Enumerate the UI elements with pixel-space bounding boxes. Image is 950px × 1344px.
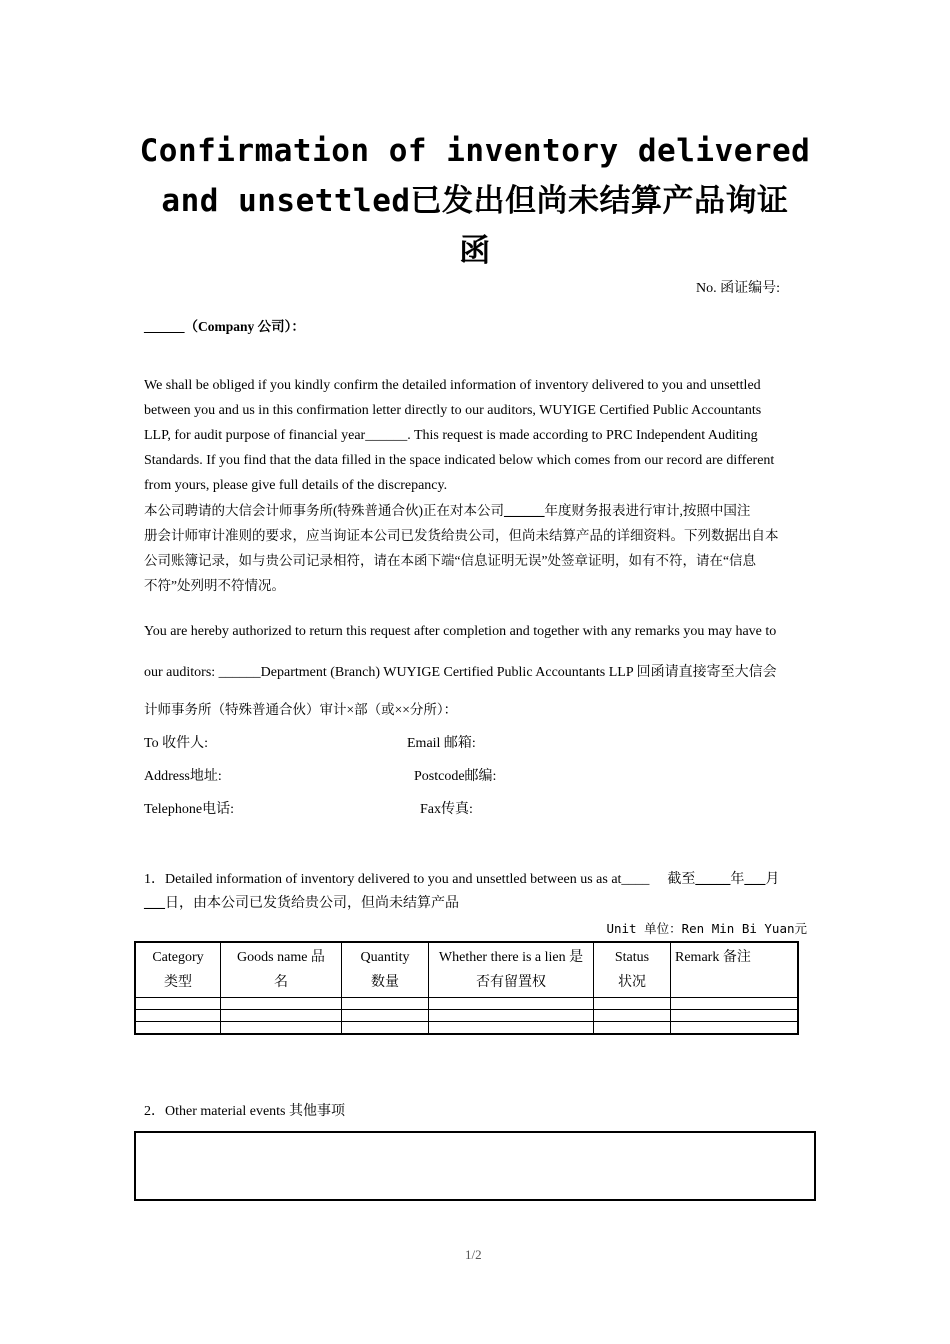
section1-as-of: 截至: [667, 872, 696, 887]
table-cell[interactable]: [221, 1022, 342, 1035]
intro-en-line: from yours, please give full details of the discrepancy.: [144, 478, 448, 493]
letter-number-label: No. 函证编号:: [696, 281, 780, 296]
table-row: [135, 1022, 798, 1035]
inventory-table: [134, 941, 799, 1035]
table-cell[interactable]: [429, 1010, 594, 1022]
header-category: Category 类型: [135, 942, 221, 998]
intro-en-line: We shall be obliged if you kindly confirm the detailed information of inventory delivered to you and unsettled: [144, 378, 761, 393]
postcode-field-label: Postcode邮编:: [414, 769, 497, 784]
intro-cn-line: 册会计师审计准则的要求，应当询证本公司已发货给贵公司，但尚未结算产品的详细资料。下列数据出自本: [144, 528, 779, 543]
section1-line-2: [144, 892, 459, 912]
return-line-3: 计师事务所（特殊普通合伙）审计×部（或××分所）：: [144, 702, 458, 717]
table-cell[interactable]: [671, 1010, 799, 1022]
intro-cn-line: 公司账簿记录，如与贵公司记录相符，请在本函下端“信息证明无误”处签章证明，如有不符，请在“信息: [144, 553, 756, 568]
table-header-row: [135, 942, 798, 998]
page-number: 1/2: [465, 1247, 482, 1262]
intro-english: [144, 373, 812, 498]
telephone-field-label: Telephone电话:: [144, 802, 234, 817]
table-cell[interactable]: [594, 1022, 671, 1035]
email-field-label: Email 邮箱:: [407, 736, 476, 751]
table-cell[interactable]: [594, 1010, 671, 1022]
intro-cn-line: [144, 498, 812, 523]
table-cell[interactable]: [671, 1022, 799, 1035]
table-cell[interactable]: [594, 998, 671, 1010]
header-status: Status 状况: [594, 942, 671, 998]
intro-chinese: [144, 498, 812, 598]
year-label: 年: [730, 872, 745, 887]
table-cell[interactable]: [671, 998, 799, 1010]
section1-text: 日，由本公司已发货给贵公司，但尚未结算产品: [165, 896, 459, 911]
year-blank[interactable]: ______: [504, 503, 545, 518]
intro-en-line: Standards. If you find that the data filled in the space indicated below which comes from our record are different: [144, 453, 775, 468]
header-lien: Whether there is a lien 是 否有留置权: [429, 942, 594, 998]
title-line-3: 函: [459, 233, 491, 269]
section2-label: 2．Other material events 其他事项: [144, 1104, 346, 1119]
table-row: [135, 1010, 798, 1022]
table-cell[interactable]: [221, 998, 342, 1010]
table-cell[interactable]: [429, 998, 594, 1010]
fax-field-label: Fax传真:: [420, 802, 473, 817]
address-field-label: Address地址:: [144, 769, 222, 784]
intro-en-line: LLP, for audit purpose of financial year______. This request is made according to PRC Independent Auditing: [144, 428, 758, 443]
header-remark: Remark 备注: [671, 942, 799, 998]
month-blank[interactable]: ___: [744, 872, 766, 887]
day-blank[interactable]: ___: [144, 896, 165, 911]
intro-cn-text: 年度财务报表进行审计,按照中国注: [544, 503, 751, 518]
table-cell[interactable]: [135, 1010, 221, 1022]
unit-label: Unit 单位：Ren Min Bi Yuan元: [606, 921, 807, 936]
table-cell[interactable]: [135, 998, 221, 1010]
table-cell[interactable]: [342, 998, 429, 1010]
addressee-blank[interactable]: ______: [144, 319, 185, 334]
return-line-1: You are hereby authorized to return this request after completion and together with any remarks you may have to: [144, 624, 777, 639]
year-blank[interactable]: _____: [695, 872, 731, 887]
title-line-1: Confirmation of inventory delivered: [139, 133, 811, 169]
table-row: [135, 998, 798, 1010]
intro-cn-text: 本公司聘请的大信会计师事务所(特殊普通合伙)正在对本公司: [144, 503, 504, 518]
to-field-label: To 收件人:: [144, 736, 208, 751]
addressee-line: [144, 315, 305, 335]
section1-text: 1．Detailed information of inventory delivered to you and unsettled between us as at____: [144, 872, 650, 887]
month-label: 月: [765, 872, 780, 887]
table-cell[interactable]: [342, 1010, 429, 1022]
section1-line-1: [144, 868, 779, 888]
intro-en-line: between you and us in this confirmation letter directly to our auditors, WUYIGE Certified Public Accountants: [144, 403, 762, 418]
title-line-2: and unsettled已发出但尚未结算产品询证: [161, 183, 789, 219]
table-cell[interactable]: [135, 1022, 221, 1035]
table-cell[interactable]: [429, 1022, 594, 1035]
header-quantity: Quantity 数量: [342, 942, 429, 998]
other-events-box[interactable]: [134, 1131, 816, 1201]
table-cell[interactable]: [342, 1022, 429, 1035]
return-line-2: our auditors: ______Department (Branch) WUYIGE Certified Public Accountants LLP 回函请直接寄至大信会: [144, 665, 777, 680]
header-goods-name: Goods name 品 名: [221, 942, 342, 998]
addressee-label: （Company 公司）：: [184, 319, 305, 334]
table-cell[interactable]: [221, 1010, 342, 1022]
intro-cn-line: 不符”处列明不符情况。: [144, 578, 285, 593]
document-title: [120, 126, 830, 276]
